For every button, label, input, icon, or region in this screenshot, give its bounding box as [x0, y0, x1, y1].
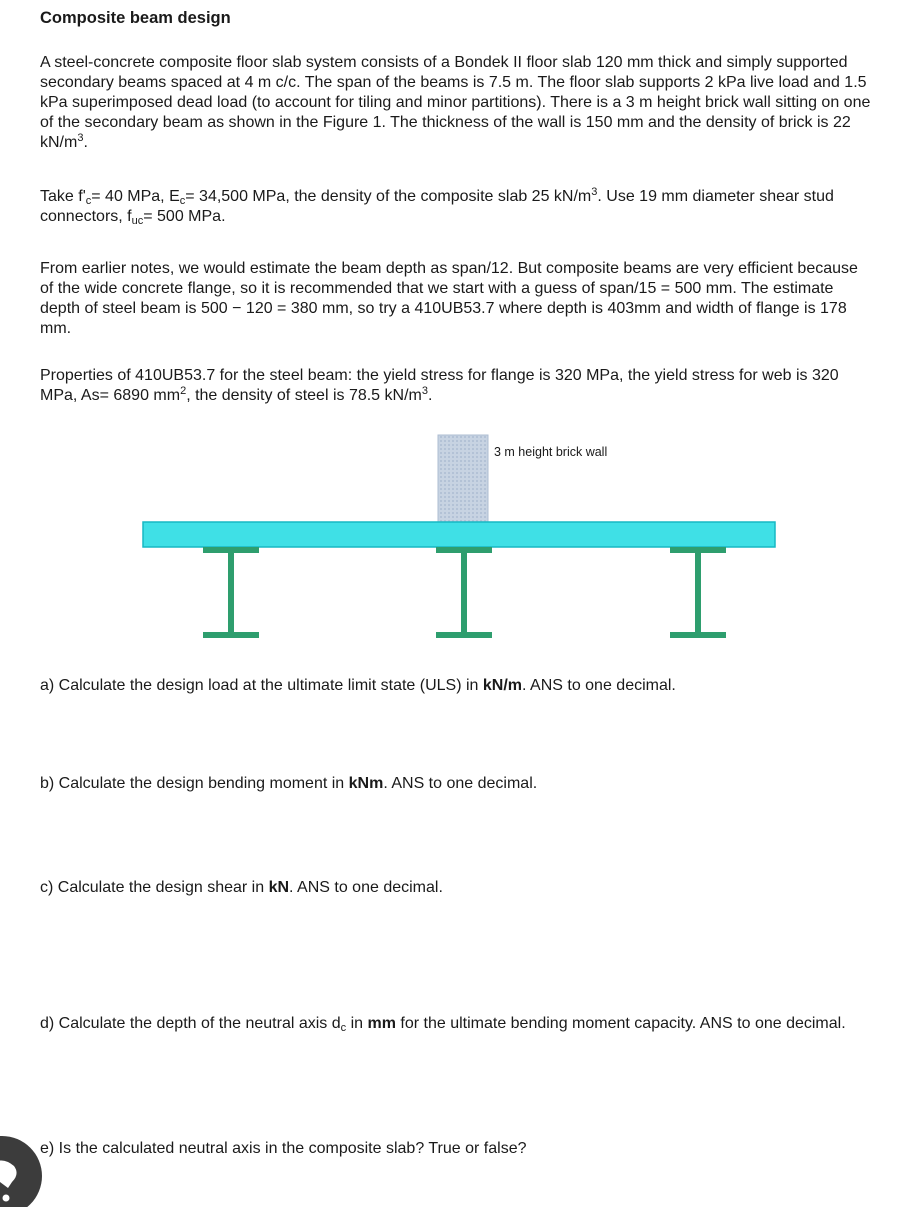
problem-paragraph-2 — [40, 187, 875, 227]
steel-beam-middle — [436, 547, 492, 638]
problem-paragraph-3: From earlier notes, we would estimate the beam depth as span/12. But composite beams are very efficient because of the wide concrete flange, so it is recommended that we start with a guess of span/15 = 500 mm. The estimate depth of steel beam is 500 − 120 = 380 mm, so try a 410UB53.7 where depth is 403mm and width of flange is 178 mm. — [40, 260, 858, 337]
wall-label: 3 m height brick wall — [494, 445, 608, 459]
problem-paragraph-1 — [40, 53, 875, 153]
p4-sup-2: 2 — [180, 385, 187, 397]
question-d-subscript: c — [340, 1022, 347, 1034]
steel-beam-right — [670, 547, 726, 638]
question-c — [40, 878, 875, 898]
question-a-post: . ANS to one decimal. — [522, 677, 676, 694]
problem-paragraph-4 — [40, 366, 875, 406]
brick-wall — [438, 435, 488, 523]
chat-bubble-icon[interactable] — [0, 1128, 50, 1207]
p2-ec-value: = 34,500 MPa, the density of the composite slab 25 kN/m — [185, 188, 592, 205]
page-title: Composite beam design — [40, 9, 231, 27]
p2-superscript: 3 — [591, 186, 598, 198]
question-b-unit: kNm — [348, 775, 384, 792]
question-c-unit: kN — [268, 879, 290, 896]
question-b-post: . ANS to one decimal. — [383, 775, 538, 792]
steel-beam-left — [203, 547, 259, 638]
question-a-text: a) Calculate the design load at the ultimate limit state (ULS) in — [40, 677, 483, 694]
question-b-text: b) Calculate the design bending moment in — [40, 775, 349, 792]
question-d — [40, 1014, 875, 1034]
p2-tail: . Use 19 mm diameter shear stud connectors, f — [40, 188, 834, 225]
question-b — [40, 774, 875, 794]
question-d-post: for the ultimate bending moment capacity. ANS to one decimal. — [395, 1015, 846, 1032]
concrete-slab — [143, 522, 775, 547]
figure-1-diagram — [0, 430, 904, 650]
p1-end: . — [83, 134, 88, 151]
p4-mid: , the density of steel is 78.5 kN/m — [186, 387, 422, 404]
p2-ec-subscript: c — [179, 195, 186, 207]
p2-fuc-subscript: uc — [131, 215, 144, 227]
p1-text: A steel-concrete composite floor slab system consists of a Bondek II floor slab 120 mm thick and simply supported secondary beams spaced at 4 m c/c. The span of the beams is 7.5 m. The floor slab supports 2 kPa live load and 1.5 kPa superimposed dead load (to account for tiling and minor partitions). There is a 3 m height brick wall sitting on one of the secondary beam as shown in the Figure 1. The thickness of the wall is 150 mm and the density of brick is 22 kN/m — [40, 54, 871, 151]
p4-text: Properties of 410UB53.7 for the steel beam: the yield stress for flange is 320 MPa, the yield stress for web is 320 MPa, As= 6890 mm — [40, 367, 839, 404]
question-e: e) Is the calculated neutral axis in the composite slab? True or false? — [40, 1140, 527, 1157]
p1-superscript: 3 — [77, 132, 84, 144]
p2-fc-subscript: c — [85, 195, 92, 207]
question-d-mid: in — [346, 1015, 368, 1032]
p2-fuc-value: = 500 MPa. — [143, 208, 226, 225]
question-d-unit: mm — [367, 1015, 396, 1032]
p4-sup-3: 3 — [421, 385, 428, 397]
question-a-unit: kN/m — [482, 677, 523, 694]
p2-take: Take f' — [40, 188, 86, 205]
question-d-text: d) Calculate the depth of the neutral axis d — [40, 1015, 341, 1032]
question-c-text: c) Calculate the design shear in — [40, 879, 269, 896]
p4-end: . — [427, 387, 433, 404]
question-a — [40, 676, 875, 696]
p2-fc-value: = 40 MPa, E — [91, 188, 180, 205]
question-c-post: . ANS to one decimal. — [289, 879, 443, 896]
